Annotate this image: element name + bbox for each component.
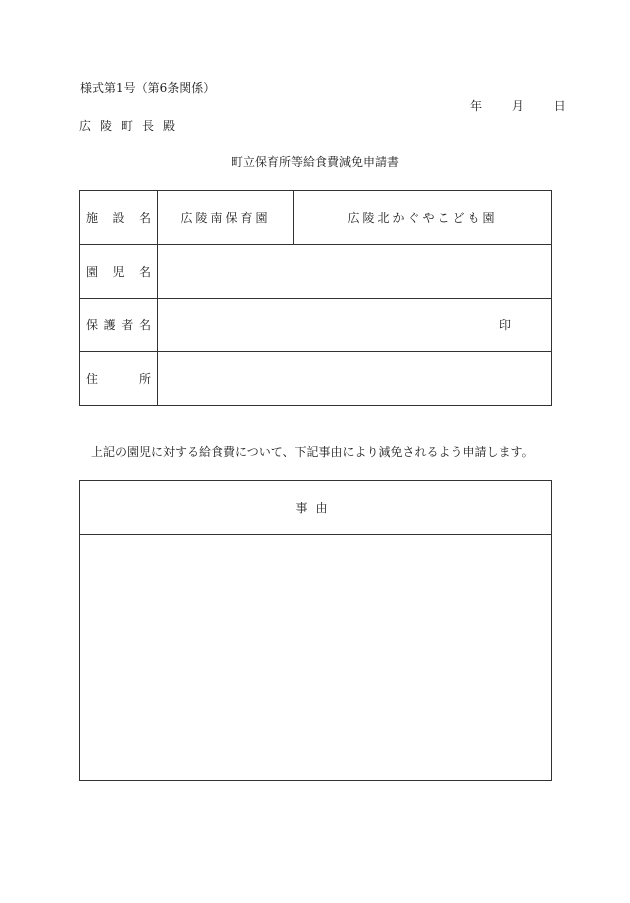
facility-option-kita[interactable]: 広陵北かぐやこども園 [294,191,552,245]
child-name-field[interactable] [158,244,552,298]
address-label: 住 所 [80,352,158,406]
child-name-label: 園 児 名 [80,244,158,298]
reason-heading: 事由 [80,481,552,535]
reason-table [79,480,552,781]
application-statement: 上記の園児に対する給食費について、下記事由により減免されるよう申請します。 [91,445,534,459]
document-title: 町立保育所等給食費減免申請書 [230,155,399,169]
form-id: 様式第1号（第6条関係） [80,81,216,95]
date-day-label: 日 [553,99,566,113]
address-field[interactable] [158,352,552,406]
seal-mark: 印 [498,318,511,333]
reason-field[interactable] [80,535,552,781]
guardian-name-field[interactable] [158,298,552,352]
date-month-label: 月 [511,99,524,113]
addressee: 広陵町長殿 [79,119,185,133]
date-line [470,100,566,112]
facility-option-minami[interactable]: 広陵南保育園 [158,191,294,245]
date-year-label: 年 [470,99,483,113]
application-info-table [79,190,552,406]
guardian-name-label: 保 護 者 名 [80,298,158,352]
facility-label: 施 設 名 [80,191,158,245]
